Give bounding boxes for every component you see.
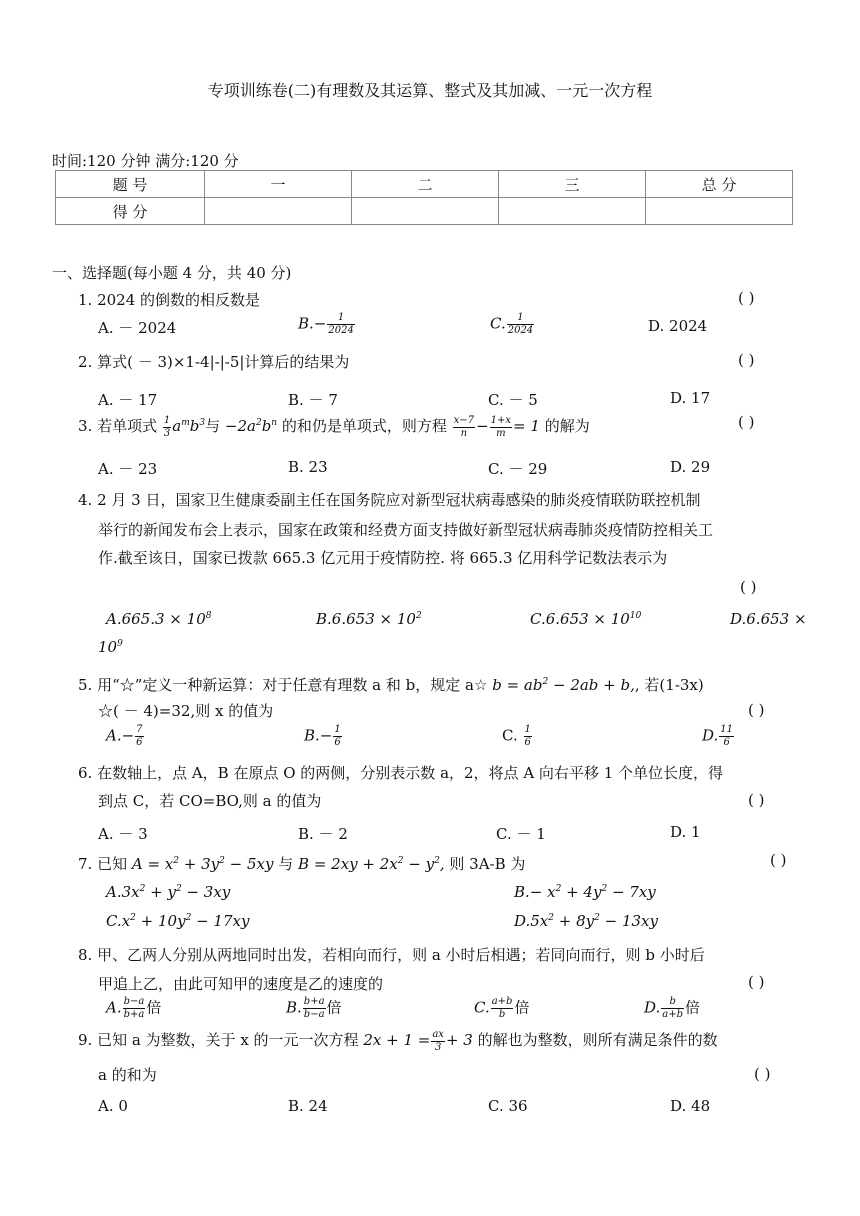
q1-option-d: D. 2024 [648, 317, 708, 335]
score-table [55, 170, 793, 225]
question-4-line-3: 作.截至该日，国家已拨款 665.3 亿元用于疫情防控. 将 665.3 亿用科学记数法表示为 [98, 549, 668, 567]
q2-option-a: A. － 17 [98, 391, 158, 409]
question-8-line-2: 甲追上乙，由此可知甲的速度是乙的速度的 [98, 975, 384, 993]
q6-option-b: B. － 2 [298, 825, 348, 843]
answer-paren: ( ) [748, 701, 765, 719]
score-cell[interactable] [352, 198, 499, 225]
q6-option-d: D. 1 [670, 823, 701, 841]
answer-paren: ( ) [748, 973, 765, 991]
answer-paren: ( ) [738, 351, 755, 369]
q6-option-c: C. － 1 [496, 825, 546, 843]
q8-option-d: D. $\frac{b}{a+b}$ 倍 [644, 996, 701, 1020]
question-6-line-2: 到点 C，若 CO=BO,则 a 的值为 [98, 792, 322, 810]
question-4-line-1: 4. 2 月 3 日，国家卫生健康委副主任在国务院应对新型冠状病毒感染的肺炎疫情联防联控机制 [78, 491, 701, 509]
q8-option-c: C. $\frac{a+b}{b}$ 倍 [474, 996, 530, 1020]
question-9-line-1: 9. 已知 a 为整数，关于 x 的一元一次方程 2x + 1 = $\frac{ax}{3}$ + 3 的解也为整数，则所有满足条件的数 [78, 1028, 718, 1053]
score-cell[interactable] [499, 198, 646, 225]
q7-option-c: $C.x^2 + 10y^2 - 17xy$ [106, 912, 250, 930]
q3-option-b: B. 23 [288, 458, 328, 476]
question-7-stem: 7. 已知 $A = x^2 + 3y^2 - 5xy$ 与 $B = 2xy + 2x^2 - y^2$, 则 3A-B 为 [78, 855, 526, 873]
q8-option-b: B. $\frac{b+a}{b-a}$ 倍 [286, 996, 342, 1020]
q5-option-b: B.− $\frac{1}{6}$ [304, 724, 341, 748]
score-header-cell: 题 号 [56, 171, 205, 198]
answer-paren: ( ) [738, 413, 755, 431]
q1-option-c: C. $\frac{1}{2024}$ [490, 312, 534, 336]
q7-option-d: $D.5x^2 + 8y^2 - 13xy$ [514, 912, 658, 930]
q5-option-c: C. $\frac{1}{6}$ [502, 724, 531, 748]
score-cell[interactable] [646, 198, 793, 225]
question-3-stem: 3. 若单项式 $\frac{1}{3}$ $a^mb^3$与 $-2a^2b^n$ 的和仍是单项式，则方程 $\frac{x-7}{n}$ − $\frac{1+x}{m}$ = 1 的解为 [78, 414, 590, 439]
question-5-line-2: ☆( － 4)=32,则 x 的值为 [98, 702, 274, 720]
q2-option-d: D. 17 [670, 389, 711, 407]
answer-paren: ( ) [738, 289, 755, 307]
q3-option-d: D. 29 [670, 458, 711, 476]
q6-option-a: A. － 3 [98, 825, 148, 843]
score-header-cell: 总 分 [646, 171, 793, 198]
q2-option-b: B. － 7 [288, 391, 338, 409]
question-1-stem: 1. 2024 的倒数的相反数是 [78, 291, 261, 309]
score-table-header-row [56, 171, 793, 198]
q7-option-a: $A.3x^2 + y^2 - 3xy$ [106, 883, 231, 901]
page-title: 专项训练卷(二)有理数及其运算、整式及其加减、一元一次方程 [207, 81, 653, 100]
time-and-score-info: 时间:120 分钟 满分:120 分 [52, 152, 239, 170]
q4-option-b: $B.6.653 \times 10^2$ [316, 610, 422, 628]
q7-option-b: $B.- x^2 + 4y^2 - 7xy$ [514, 883, 656, 901]
question-2-stem: 2. 算式( － 3)×1-4|-|-5|计算后的结果为 [78, 353, 350, 371]
q9-option-b: B. 24 [288, 1097, 328, 1115]
q2-option-c: C. － 5 [488, 391, 538, 409]
score-header-cell: 三 [499, 171, 646, 198]
q4-option-a: $A.665.3 \times 10^8$ [106, 610, 212, 628]
score-row-label: 得 分 [56, 198, 205, 225]
answer-paren: ( ) [748, 791, 765, 809]
q8-option-a: A. $\frac{b-a}{b+a}$ 倍 [106, 996, 162, 1020]
score-table-score-row [56, 198, 793, 225]
q1-option-a: A. － 2024 [98, 319, 177, 337]
score-cell[interactable] [205, 198, 352, 225]
q4-option-d-continued: $10^9$ [98, 638, 123, 656]
q3-option-a: A. － 23 [98, 460, 158, 478]
q4-option-d: D.6.653 × [730, 610, 807, 628]
question-9-line-2: a 的和为 [98, 1066, 157, 1084]
section-heading: 一、选择题(每小题 4 分，共 40 分) [52, 264, 292, 282]
q9-option-c: C. 36 [488, 1097, 528, 1115]
question-6-line-1: 6. 在数轴上，点 A，B 在原点 O 的两侧，分别表示数 a，2，将点 A 向右平移 1 个单位长度，得 [78, 764, 724, 782]
monomial-1: $a^mb^3$ [172, 417, 206, 435]
q5-option-d: D. $\frac{11}{6}$ [702, 724, 733, 748]
q3-option-c: C. － 29 [488, 460, 548, 478]
q1-option-b: B.− $\frac{1}{2024}$ [298, 312, 354, 336]
answer-paren: ( ) [754, 1065, 771, 1083]
q4-option-c: $C.6.653 \times 10^{10}$ [530, 610, 642, 628]
question-8-line-1: 8. 甲、乙两人分别从两地同时出发，若相向而行，则 a 小时后相遇；若同向而行，则 b 小时后 [78, 946, 705, 964]
answer-paren: ( ) [770, 851, 787, 869]
answer-paren: ( ) [740, 578, 757, 596]
monomial-2: $-2a^2b^n$ [224, 417, 278, 435]
question-5-line-1: 5. 用“☆”定义一种新运算：对于任意有理数 a 和 b，规定 a☆ $b = ab^2 - 2ab + b$,, 若(1-3x) [78, 676, 704, 694]
score-header-cell: 一 [205, 171, 352, 198]
q9-option-d: D. 48 [670, 1097, 711, 1115]
q9-option-a: A. 0 [98, 1097, 128, 1115]
score-header-cell: 二 [352, 171, 499, 198]
q5-option-a: A.− $\frac{7}{6}$ [106, 724, 143, 748]
question-4-line-2: 举行的新闻发布会上表示，国家在政策和经费方面支持做好新型冠状病毒肺炎疫情防控相关工 [98, 521, 714, 539]
